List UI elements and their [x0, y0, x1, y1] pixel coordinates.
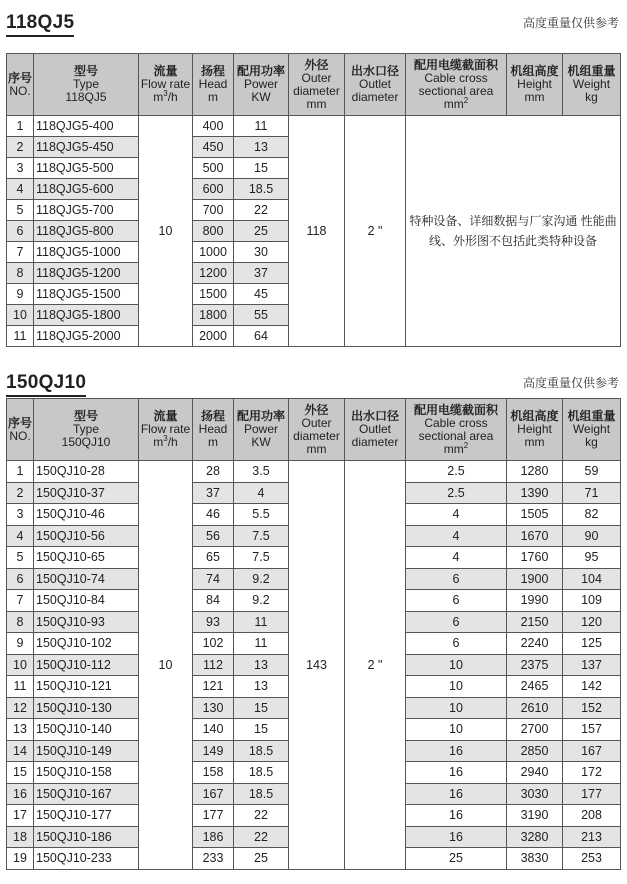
cell-type: 150QJ10-56	[34, 525, 139, 547]
cell-head: 177	[193, 805, 234, 827]
cell-power: 18.5	[234, 762, 289, 784]
header-outlet: 出水口径 Outlet diameter	[345, 399, 406, 461]
cell-type: 150QJ10-158	[34, 762, 139, 784]
header-row	[7, 54, 621, 116]
cell-height: 1760	[507, 547, 563, 569]
cell-cable: 2.5	[406, 461, 507, 483]
cell-no: 5	[7, 200, 34, 221]
cell-head: 37	[193, 482, 234, 504]
cell-head: 450	[193, 137, 234, 158]
cell-height: 3280	[507, 826, 563, 848]
spec-table-118qj5	[6, 53, 621, 347]
section-150qj10	[0, 360, 627, 866]
cell-no: 5	[7, 547, 34, 569]
header-cable: 配用电缆截面积 Cable cross sectional area $mm^2$	[406, 54, 507, 116]
cell-no: 10	[7, 654, 34, 676]
cell-no: 16	[7, 783, 34, 805]
cell-power: 55	[234, 305, 289, 326]
cell-height: 2850	[507, 740, 563, 762]
header-head: 扬程 Head m	[193, 399, 234, 461]
cell-cable: 10	[406, 676, 507, 698]
cell-head: 1200	[193, 263, 234, 284]
cell-type: 118QJG5-2000	[34, 326, 139, 347]
cell-no: 1	[7, 116, 34, 137]
section-title: 118QJ5	[6, 12, 74, 37]
cell-power: 9.2	[234, 590, 289, 612]
cell-head: 140	[193, 719, 234, 741]
cell-type: 150QJ10-65	[34, 547, 139, 569]
cell-head: 186	[193, 826, 234, 848]
cell-height: 3030	[507, 783, 563, 805]
cell-head: 121	[193, 676, 234, 698]
cell-power: 5.5	[234, 504, 289, 526]
cell-weight: 59	[563, 461, 621, 483]
cell-head: 130	[193, 697, 234, 719]
cell-no: 2	[7, 137, 34, 158]
cell-type: 150QJ10-112	[34, 654, 139, 676]
cell-no: 15	[7, 762, 34, 784]
header-head: 扬程 Head m	[193, 54, 234, 116]
cell-flow-rate: 10	[139, 461, 193, 870]
cell-type: 118QJG5-1500	[34, 284, 139, 305]
cell-weight: 213	[563, 826, 621, 848]
cell-no: 9	[7, 284, 34, 305]
cell-weight: 172	[563, 762, 621, 784]
cell-power: 11	[234, 633, 289, 655]
cell-height: 1280	[507, 461, 563, 483]
cell-head: 1000	[193, 242, 234, 263]
cell-weight: 167	[563, 740, 621, 762]
cell-power: 13	[234, 137, 289, 158]
cell-head: 84	[193, 590, 234, 612]
cell-height: 1505	[507, 504, 563, 526]
cell-type: 118QJG5-400	[34, 116, 139, 137]
cell-power: 18.5	[234, 783, 289, 805]
cell-weight: 109	[563, 590, 621, 612]
cell-height: 1670	[507, 525, 563, 547]
cell-power: 15	[234, 697, 289, 719]
cell-no: 12	[7, 697, 34, 719]
cell-cable: 6	[406, 633, 507, 655]
cell-head: 112	[193, 654, 234, 676]
cell-no: 9	[7, 633, 34, 655]
cell-height: 1990	[507, 590, 563, 612]
special-equipment-note: 特种设备、详细数据与厂家沟通 性能曲线、外形图不包括此类特种设备	[406, 116, 621, 347]
cell-type: 150QJ10-140	[34, 719, 139, 741]
cell-weight: 157	[563, 719, 621, 741]
cell-head: 74	[193, 568, 234, 590]
cell-weight: 125	[563, 633, 621, 655]
cell-height: 1390	[507, 482, 563, 504]
table-body	[7, 461, 621, 870]
cell-head: 1800	[193, 305, 234, 326]
table-row	[7, 461, 621, 483]
cell-head: 158	[193, 762, 234, 784]
cell-height: 3830	[507, 848, 563, 870]
cell-power: 25	[234, 221, 289, 242]
header-weight: 机组重量 Weight kg	[563, 54, 621, 116]
section-header	[0, 360, 627, 396]
cell-flow-rate: 10	[139, 116, 193, 347]
cell-height: 2150	[507, 611, 563, 633]
cell-height: 1900	[507, 568, 563, 590]
cell-type: 150QJ10-28	[34, 461, 139, 483]
cell-outlet-diameter: 2 "	[345, 116, 406, 347]
table-row	[7, 116, 621, 137]
cell-no: 1	[7, 461, 34, 483]
section-header	[0, 0, 627, 36]
cell-height: 2700	[507, 719, 563, 741]
cell-cable: 16	[406, 740, 507, 762]
cell-type: 118QJG5-1000	[34, 242, 139, 263]
cell-type: 150QJ10-102	[34, 633, 139, 655]
header-no: 序号 NO.	[7, 54, 34, 116]
cell-no: 3	[7, 504, 34, 526]
cell-weight: 137	[563, 654, 621, 676]
cell-weight: 253	[563, 848, 621, 870]
cell-power: 3.5	[234, 461, 289, 483]
cell-type: 150QJ10-233	[34, 848, 139, 870]
cell-type: 150QJ10-167	[34, 783, 139, 805]
cell-height: 2240	[507, 633, 563, 655]
cell-cable: 16	[406, 826, 507, 848]
cell-head: 1500	[193, 284, 234, 305]
reference-note: 高度重量仅供参考	[522, 16, 619, 30]
cell-cable: 4	[406, 547, 507, 569]
cell-head: 800	[193, 221, 234, 242]
cell-power: 11	[234, 611, 289, 633]
cell-outer-diameter: 143	[289, 461, 345, 870]
cell-type: 118QJG5-800	[34, 221, 139, 242]
cell-weight: 82	[563, 504, 621, 526]
cell-weight: 120	[563, 611, 621, 633]
cell-no: 7	[7, 590, 34, 612]
cell-head: 46	[193, 504, 234, 526]
cell-type: 150QJ10-121	[34, 676, 139, 698]
cell-cable: 16	[406, 783, 507, 805]
cell-no: 8	[7, 263, 34, 284]
cell-power: 30	[234, 242, 289, 263]
table-body	[7, 116, 621, 347]
cell-type: 118QJG5-1200	[34, 263, 139, 284]
cell-no: 11	[7, 676, 34, 698]
cell-power: 45	[234, 284, 289, 305]
cell-type: 150QJ10-74	[34, 568, 139, 590]
cell-weight: 208	[563, 805, 621, 827]
cell-cable: 10	[406, 719, 507, 741]
cell-power: 64	[234, 326, 289, 347]
header-flow: 流量 Flow rate $m^3/h$	[139, 399, 193, 461]
cell-head: 167	[193, 783, 234, 805]
cell-type: 150QJ10-46	[34, 504, 139, 526]
cell-cable: 16	[406, 762, 507, 784]
cell-type: 150QJ10-130	[34, 697, 139, 719]
cell-type: 150QJ10-149	[34, 740, 139, 762]
header-flow: 流量 Flow rate $m^3/h$	[139, 54, 193, 116]
cell-cable: 16	[406, 805, 507, 827]
header-type: 型号 Type 150QJ10	[34, 399, 139, 461]
cell-no: 6	[7, 221, 34, 242]
cell-power: 4	[234, 482, 289, 504]
cell-type: 118QJG5-500	[34, 158, 139, 179]
cell-height: 2610	[507, 697, 563, 719]
header-outlet: 出水口径 Outlet diameter	[345, 54, 406, 116]
cell-cable: 6	[406, 568, 507, 590]
cell-head: 700	[193, 200, 234, 221]
cell-type: 150QJ10-186	[34, 826, 139, 848]
cell-no: 6	[7, 568, 34, 590]
spec-table-150qj10	[6, 398, 621, 870]
cell-power: 22	[234, 200, 289, 221]
cell-power: 11	[234, 116, 289, 137]
cell-no: 13	[7, 719, 34, 741]
cell-head: 65	[193, 547, 234, 569]
cell-outlet-diameter: 2 "	[345, 461, 406, 870]
cell-head: 102	[193, 633, 234, 655]
cell-cable: 10	[406, 654, 507, 676]
cell-power: 15	[234, 158, 289, 179]
cell-type: 150QJ10-93	[34, 611, 139, 633]
cell-cable: 25	[406, 848, 507, 870]
cell-weight: 152	[563, 697, 621, 719]
cell-no: 18	[7, 826, 34, 848]
cell-weight: 90	[563, 525, 621, 547]
cell-no: 2	[7, 482, 34, 504]
cell-cable: 6	[406, 611, 507, 633]
cell-power: 18.5	[234, 740, 289, 762]
cell-no: 8	[7, 611, 34, 633]
cell-power: 22	[234, 805, 289, 827]
section-title: 150QJ10	[6, 372, 86, 397]
cell-head: 233	[193, 848, 234, 870]
cell-no: 4	[7, 525, 34, 547]
cell-no: 11	[7, 326, 34, 347]
cell-type: 118QJG5-700	[34, 200, 139, 221]
reference-note: 高度重量仅供参考	[522, 376, 619, 390]
cell-weight: 142	[563, 676, 621, 698]
header-type: 型号 Type 118QJ5	[34, 54, 139, 116]
header-weight: 机组重量 Weight kg	[563, 399, 621, 461]
cell-power: 25	[234, 848, 289, 870]
cell-type: 150QJ10-84	[34, 590, 139, 612]
cell-no: 3	[7, 158, 34, 179]
cell-head: 149	[193, 740, 234, 762]
cell-no: 17	[7, 805, 34, 827]
cell-type: 150QJ10-177	[34, 805, 139, 827]
header-outer-diameter: 外径 Outer diameter mm	[289, 54, 345, 116]
cell-head: 56	[193, 525, 234, 547]
section-118qj5	[0, 0, 627, 343]
cell-type: 150QJ10-37	[34, 482, 139, 504]
cell-height: 2940	[507, 762, 563, 784]
header-height: 机组高度 Height mm	[507, 399, 563, 461]
cell-cable: 4	[406, 504, 507, 526]
cell-type: 118QJG5-450	[34, 137, 139, 158]
header-power: 配用功率 Power KW	[234, 399, 289, 461]
cell-power: 7.5	[234, 525, 289, 547]
cell-height: 2375	[507, 654, 563, 676]
header-no: 序号 NO.	[7, 399, 34, 461]
cell-head: 28	[193, 461, 234, 483]
cell-weight: 71	[563, 482, 621, 504]
cell-power: 37	[234, 263, 289, 284]
cell-power: 13	[234, 654, 289, 676]
header-cable: 配用电缆截面积 Cable cross sectional area $mm^2$	[406, 399, 507, 461]
cell-power: 9.2	[234, 568, 289, 590]
cell-weight: 177	[563, 783, 621, 805]
cell-head: 2000	[193, 326, 234, 347]
cell-cable: 2.5	[406, 482, 507, 504]
cell-cable: 10	[406, 697, 507, 719]
cell-cable: 4	[406, 525, 507, 547]
cell-power: 22	[234, 826, 289, 848]
cell-no: 4	[7, 179, 34, 200]
cell-type: 118QJG5-600	[34, 179, 139, 200]
header-outer-diameter: 外径 Outer diameter mm	[289, 399, 345, 461]
cell-weight: 95	[563, 547, 621, 569]
cell-power: 13	[234, 676, 289, 698]
cell-weight: 104	[563, 568, 621, 590]
cell-no: 10	[7, 305, 34, 326]
cell-outer-diameter: 118	[289, 116, 345, 347]
cell-height: 3190	[507, 805, 563, 827]
header-power: 配用功率 Power KW	[234, 54, 289, 116]
header-height: 机组高度 Height mm	[507, 54, 563, 116]
cell-head: 400	[193, 116, 234, 137]
cell-cable: 6	[406, 590, 507, 612]
cell-power: 15	[234, 719, 289, 741]
cell-power: 18.5	[234, 179, 289, 200]
cell-no: 19	[7, 848, 34, 870]
cell-no: 7	[7, 242, 34, 263]
cell-head: 600	[193, 179, 234, 200]
cell-head: 93	[193, 611, 234, 633]
cell-height: 2465	[507, 676, 563, 698]
cell-type: 118QJG5-1800	[34, 305, 139, 326]
cell-power: 7.5	[234, 547, 289, 569]
cell-head: 500	[193, 158, 234, 179]
cell-no: 14	[7, 740, 34, 762]
header-row	[7, 399, 621, 461]
